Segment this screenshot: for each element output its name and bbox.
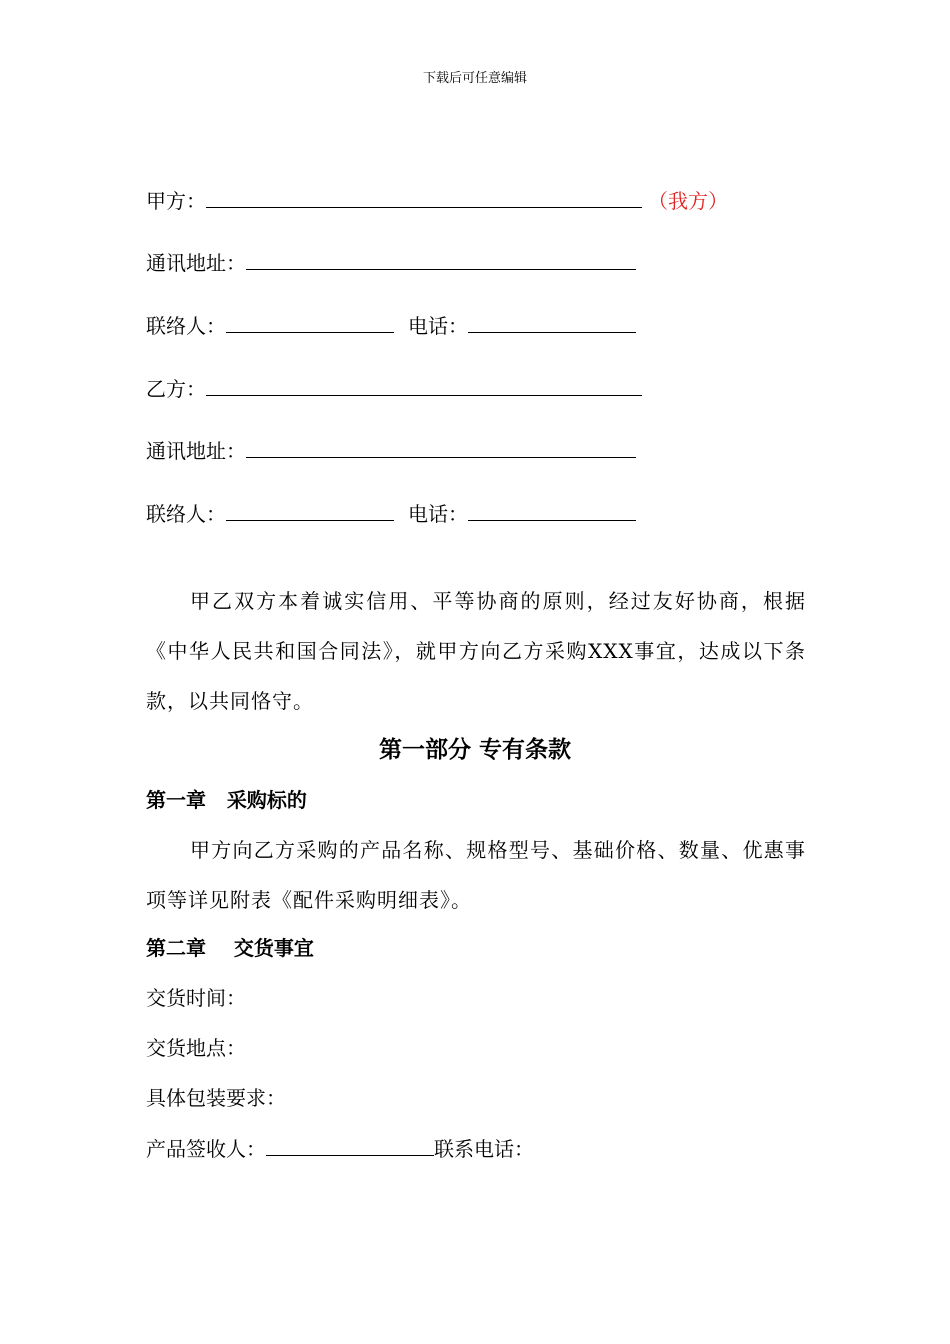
party-a-contact-label: 联络人：	[146, 314, 226, 338]
party-a-address-field[interactable]	[246, 247, 636, 270]
party-a-contact-row	[146, 310, 636, 340]
party-a-address-row	[146, 247, 636, 277]
receiver-field[interactable]	[266, 1133, 434, 1156]
party-a-address-label: 通讯地址：	[146, 251, 246, 275]
packaging-label: 具体包装要求：	[146, 1086, 286, 1110]
receiver-label: 产品签收人：	[146, 1137, 266, 1161]
party-b-row	[146, 373, 642, 403]
party-b-contact-label: 联络人：	[146, 502, 226, 526]
party-b-name-field[interactable]	[206, 373, 642, 396]
intro-paragraph: 甲乙双方本着诚实信用、平等协商的原则，经过友好协商，根据《中华人民共和国合同法》，就甲方向乙方采购XXX事宜，达成以下条款，以共同恪守。	[146, 589, 806, 713]
receiver-phone-label: 联系电话：	[434, 1137, 534, 1161]
delivery-place-label: 交货地点：	[146, 1036, 246, 1060]
party-b-address-row	[146, 435, 636, 465]
delivery-time-label: 交货时间：	[146, 986, 246, 1010]
chapter-1-body: 甲方向乙方采购的产品名称、规格型号、基础价格、数量、优惠事项等详见附表《配件采购明细表》。	[146, 838, 806, 912]
party-b-phone-label: 电话：	[408, 502, 468, 526]
party-b-label: 乙方：	[146, 377, 206, 401]
receiver-row	[146, 1133, 534, 1163]
party-a-phone-label: 电话：	[408, 314, 468, 338]
party-b-contact-field[interactable]	[226, 498, 394, 521]
party-b-phone-field[interactable]	[468, 498, 636, 521]
page-header-note: 下载后可任意编辑	[422, 71, 527, 86]
chapter-1-title: 第一章 采购标的	[146, 788, 307, 812]
party-a-phone-field[interactable]	[468, 310, 636, 333]
party-b-address-field[interactable]	[246, 435, 636, 458]
party-a-row	[146, 185, 728, 215]
party-a-suffix: （我方）	[648, 189, 728, 213]
party-a-contact-field[interactable]	[226, 310, 394, 333]
party-b-contact-row	[146, 498, 636, 528]
party-b-address-label: 通讯地址：	[146, 439, 246, 463]
chapter-2-title: 第二章 交货事宜	[146, 936, 314, 960]
party-a-name-field[interactable]	[206, 185, 642, 208]
party-a-label: 甲方：	[146, 189, 206, 213]
part-title: 第一部分 专有条款	[378, 736, 571, 763]
